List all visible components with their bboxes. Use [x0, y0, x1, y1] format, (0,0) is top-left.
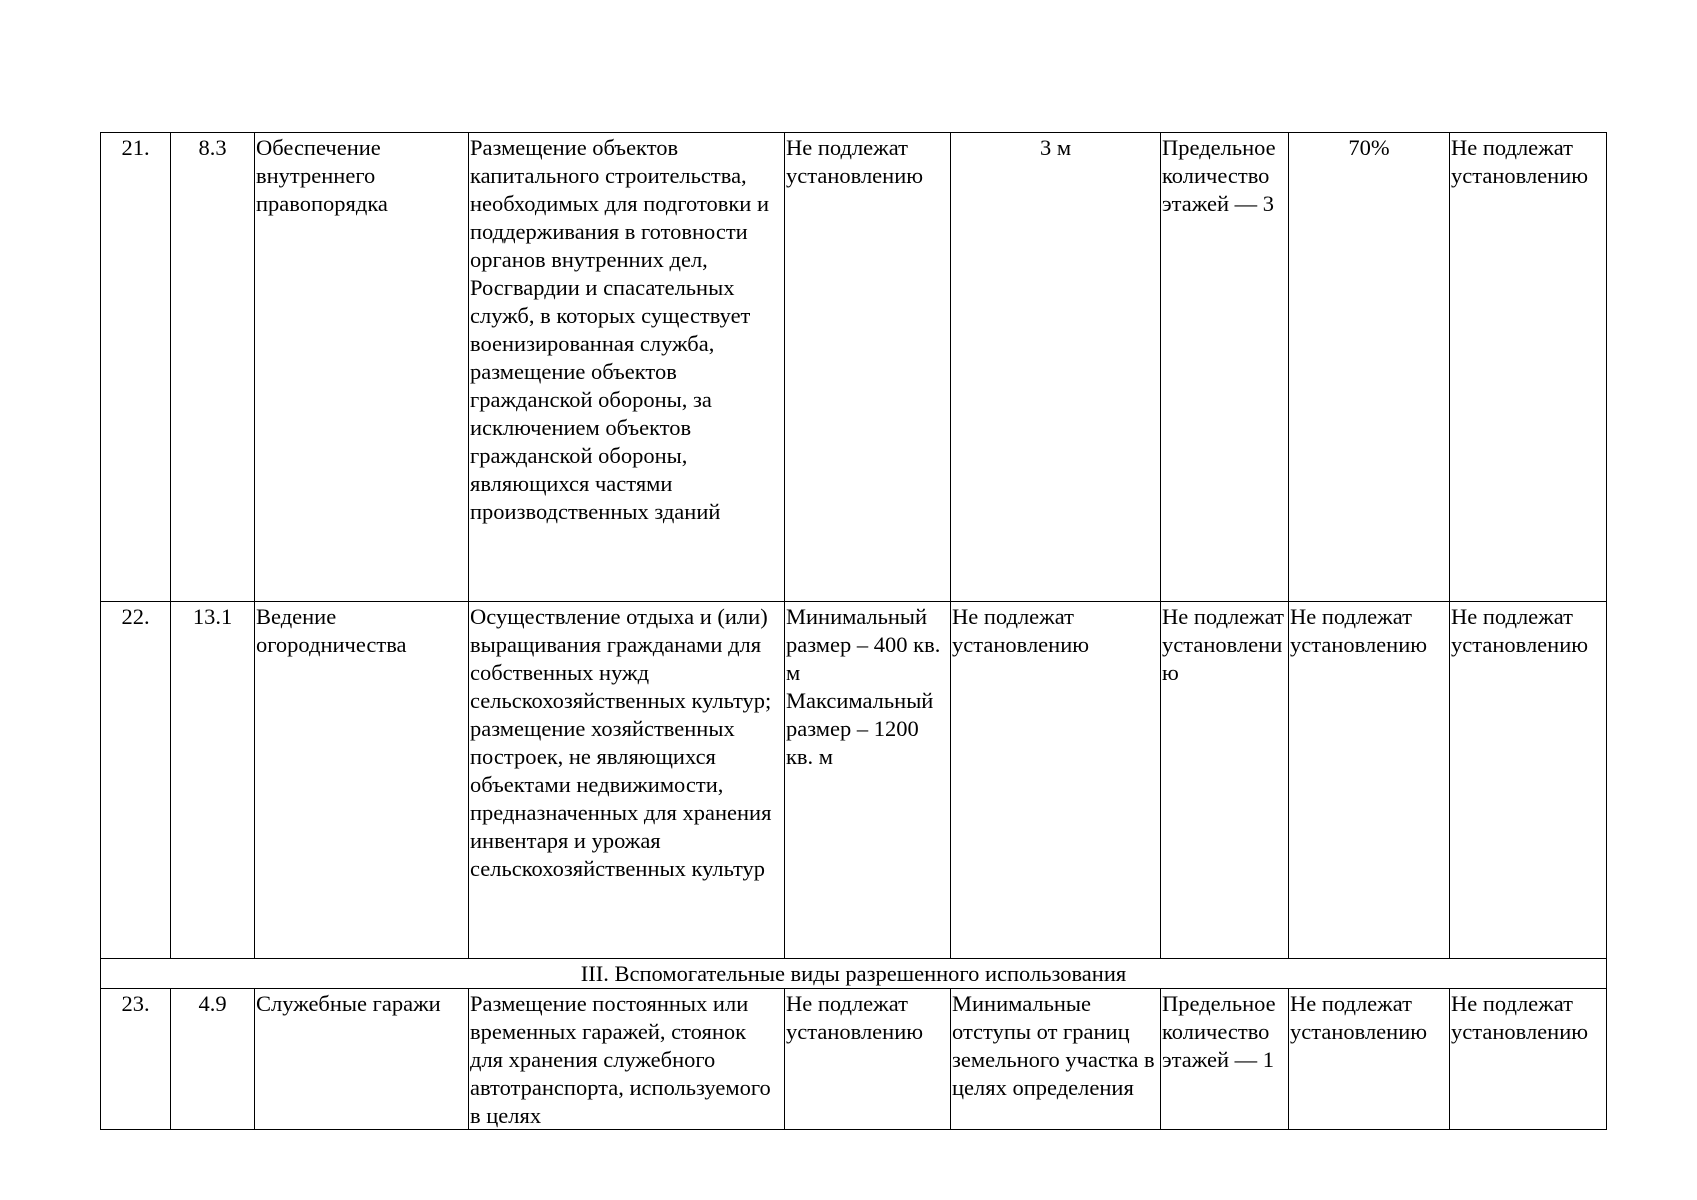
use-description: Размещение объектов капитального строительства, необходимых для подготовки и поддерживания в готовности органов внутренних дел, Росгвардии и спасательных служб, в которых существует военизированная служба, размещение объектов гражданской обороны, за исключением объектов гражданской обороны, являющихся частями производственных зданий: [469, 133, 785, 602]
row-number: 22.: [101, 602, 171, 959]
row-number: 23.: [101, 989, 171, 1130]
other-params-cell: Не подлежат установлению: [1450, 133, 1607, 602]
use-description: Осуществление отдыха и (или) выращивания гражданами для собственных нужд сельскохозяйственных культур; размещение хозяйственных построек, не являющихся объектами недвижимости, предназначенных для хранения инвентаря и урожая сельскохозяйственных культур: [469, 602, 785, 959]
plot-size-cell: Не подлежат установлению: [785, 989, 951, 1130]
use-name: Ведение огородничества: [255, 602, 469, 959]
regulations-table: [100, 132, 1607, 1130]
other-params-cell: Не подлежат установлению: [1450, 989, 1607, 1130]
plot-size-cell: Минимальный размер – 400 кв. м Максимальный размер – 1200 кв. м: [785, 602, 951, 959]
table-row: [101, 133, 1607, 602]
section-heading: III. Вспомогательные виды разрешенного использования: [101, 959, 1607, 989]
use-description: Размещение постоянных или временных гаражей, стоянок для хранения служебного автотранспорта, используемого в целях: [469, 989, 785, 1130]
floors-cell: Предельное количество этажей — 1: [1161, 989, 1289, 1130]
use-name: Служебные гаражи: [255, 989, 469, 1130]
use-code: 8.3: [171, 133, 255, 602]
floors-cell: Предельное количество этажей — 3: [1161, 133, 1289, 602]
setback-cell: 3 м: [951, 133, 1161, 602]
other-params-cell: Не подлежат установлению: [1450, 602, 1607, 959]
setback-cell: Минимальные отступы от границ земельного участка в целях определения: [951, 989, 1161, 1130]
section-heading-row: [101, 959, 1607, 989]
coverage-cell: Не подлежат установлению: [1289, 602, 1450, 959]
use-code: 4.9: [171, 989, 255, 1130]
row-number: 21.: [101, 133, 171, 602]
use-code: 13.1: [171, 602, 255, 959]
coverage-cell: 70%: [1289, 133, 1450, 602]
coverage-cell: Не подлежат установлению: [1289, 989, 1450, 1130]
table-row: [101, 602, 1607, 959]
use-name: Обеспечение внутреннего правопорядка: [255, 133, 469, 602]
floors-cell: Не подлежат установлению: [1161, 602, 1289, 959]
setback-cell: Не подлежат установлению: [951, 602, 1161, 959]
plot-size-cell: Не подлежат установлению: [785, 133, 951, 602]
table-row: [101, 989, 1607, 1130]
